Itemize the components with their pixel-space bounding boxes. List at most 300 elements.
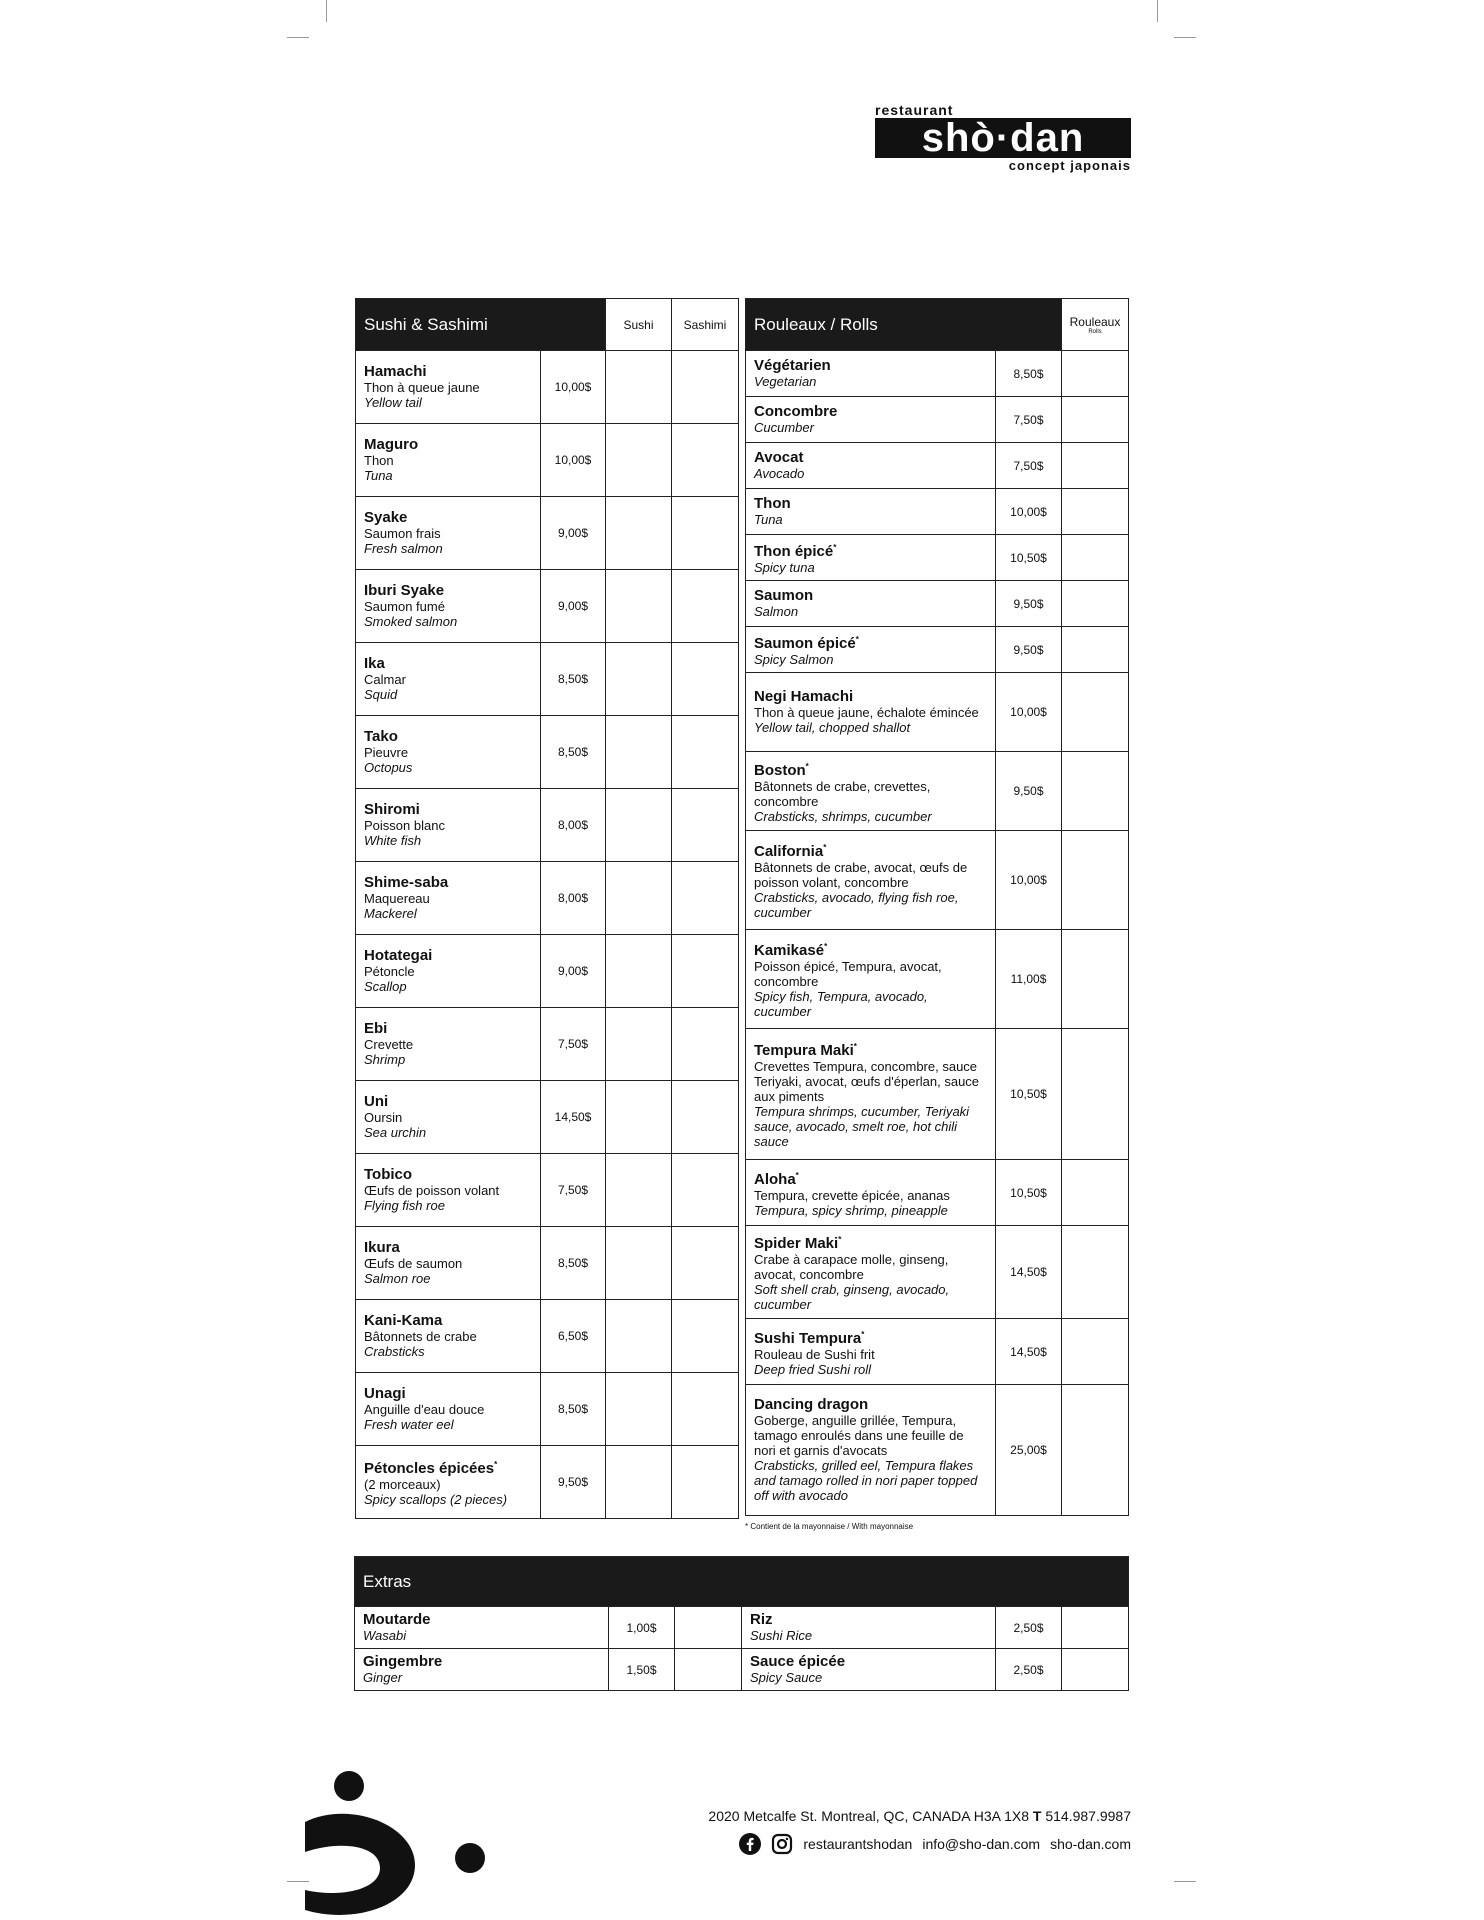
extra-english: Wasabi xyxy=(363,1628,407,1643)
table-row xyxy=(356,789,739,862)
item-name xyxy=(364,1240,532,1256)
item-name-text: Thon épicé xyxy=(754,543,834,560)
shodan-brand-mark xyxy=(305,1770,495,1920)
item-english: Flying fish roe xyxy=(364,1198,445,1213)
item-french: Bâtonnets de crabe xyxy=(364,1329,477,1344)
table-row xyxy=(356,935,739,1008)
menu-item-cell xyxy=(356,1300,541,1373)
extras-table xyxy=(354,1556,1129,1691)
item-french: Œufs de poisson volant xyxy=(364,1183,500,1198)
sushi-order-box[interactable] xyxy=(606,643,672,716)
sashimi-order-box[interactable] xyxy=(672,643,739,716)
table-row xyxy=(356,497,739,570)
menu-item-cell xyxy=(746,581,996,627)
crop-mark xyxy=(1157,0,1158,22)
item-name-text: Pétoncles épicées xyxy=(364,1460,495,1477)
item-name xyxy=(364,1386,532,1402)
sashimi-column-header: Sashimi xyxy=(672,299,739,351)
item-price: 8,50$ xyxy=(541,1373,606,1446)
footer-address: 2020 Metcalfe St. Montreal, QC, CANADA H3A 1X8 xyxy=(708,1808,1030,1824)
item-name-text: Avocat xyxy=(754,449,804,466)
item-name-text: Shiromi xyxy=(364,801,420,818)
item-price: 10,00$ xyxy=(996,489,1062,535)
item-name xyxy=(364,583,532,599)
extra-price: 2,50$ xyxy=(996,1649,1062,1691)
menu-item-cell xyxy=(356,643,541,716)
roll-order-box[interactable] xyxy=(1062,489,1129,535)
table-row xyxy=(356,1446,739,1519)
item-english: Tempura shrimps, cucumber, Teriyaki sauce, avocado, smelt roe, hot chili sauce xyxy=(754,1104,970,1149)
sashimi-order-box[interactable] xyxy=(672,716,739,789)
item-name-text: Unagi xyxy=(364,1385,406,1402)
roll-order-box[interactable] xyxy=(1062,1160,1129,1226)
instagram-icon[interactable] xyxy=(771,1833,793,1855)
item-name xyxy=(364,948,532,964)
item-price: 10,50$ xyxy=(996,1160,1062,1226)
menu-item-cell xyxy=(746,1226,996,1319)
sushi-order-box[interactable] xyxy=(606,1373,672,1446)
item-name-text: Hotategai xyxy=(364,947,433,964)
item-name xyxy=(754,840,987,860)
item-english: Scallop xyxy=(364,979,407,994)
menu-item-cell xyxy=(746,1029,996,1160)
item-english: Yellow tail xyxy=(364,395,422,410)
sashimi-order-box[interactable] xyxy=(672,1227,739,1300)
item-name-text: Kani-Kama xyxy=(364,1312,443,1329)
menu-item-cell xyxy=(746,930,996,1029)
sashimi-order-box[interactable] xyxy=(672,1373,739,1446)
extra-price: 2,50$ xyxy=(996,1607,1062,1649)
extra-english: Spicy Sauce xyxy=(750,1670,823,1685)
item-name-text: Uni xyxy=(364,1093,389,1110)
sushi-sashimi-table xyxy=(355,298,739,1519)
sushi-order-box[interactable] xyxy=(606,789,672,862)
roll-order-box[interactable] xyxy=(1062,397,1129,443)
roll-order-box[interactable] xyxy=(1062,1319,1129,1385)
extra-item-cell xyxy=(355,1607,609,1649)
sushi-order-box[interactable] xyxy=(606,424,672,497)
item-price: 10,00$ xyxy=(996,831,1062,930)
sushi-order-box[interactable] xyxy=(606,570,672,643)
item-price: 8,00$ xyxy=(541,862,606,935)
roll-order-box[interactable] xyxy=(1062,1226,1129,1319)
item-name-text: Iburi Syake xyxy=(364,582,445,599)
item-name xyxy=(364,1313,532,1329)
sushi-order-box[interactable] xyxy=(606,1300,672,1373)
item-name xyxy=(754,1039,987,1059)
crop-mark xyxy=(287,37,309,38)
table-row xyxy=(356,424,739,497)
item-name-text: Tempura Maki xyxy=(754,1042,854,1059)
menu-item-cell xyxy=(356,1446,541,1519)
menu-item-cell xyxy=(356,1081,541,1154)
item-french: Saumon fumé xyxy=(364,599,445,614)
sushi-order-box[interactable] xyxy=(606,1227,672,1300)
item-english: Deep fried Sushi roll xyxy=(754,1361,872,1377)
logo-bottom-text: concept japonais xyxy=(1008,158,1131,173)
table-row xyxy=(355,1607,1129,1649)
item-french: Pieuvre xyxy=(364,745,409,760)
item-name xyxy=(754,632,987,652)
rolls-items xyxy=(746,351,1129,1516)
item-french: Crabe à carapace molle, ginseng, avocat, concombre xyxy=(754,1252,949,1282)
item-name xyxy=(364,656,532,672)
item-name xyxy=(364,875,532,891)
item-name xyxy=(364,1457,532,1477)
sushi-order-box[interactable] xyxy=(606,935,672,1008)
item-french: Thon à queue jaune xyxy=(364,380,480,395)
item-price: 9,50$ xyxy=(996,581,1062,627)
table-row xyxy=(356,351,739,424)
item-name-text: Thon xyxy=(754,495,791,512)
item-price: 10,00$ xyxy=(996,673,1062,752)
menu-item-cell xyxy=(746,1160,996,1226)
item-french: Poisson blanc xyxy=(364,818,445,833)
table-row xyxy=(356,570,739,643)
table-row xyxy=(746,1319,1129,1385)
menu-item-cell xyxy=(746,489,996,535)
rolls-column-label: Rouleaux xyxy=(1069,314,1121,329)
roll-order-box[interactable] xyxy=(1062,351,1129,397)
extra-order-box[interactable] xyxy=(1062,1649,1129,1691)
item-french: (2 morceaux) xyxy=(364,1477,441,1492)
menu-item-cell xyxy=(356,716,541,789)
item-french: Goberge, anguille grillée, Tempura, tamago enroulés dans une feuille de nori et garnis d'avocats xyxy=(754,1413,964,1458)
restaurant-logo xyxy=(875,102,1131,174)
item-price: 8,50$ xyxy=(541,1227,606,1300)
table-row xyxy=(356,1081,739,1154)
item-name xyxy=(754,1327,987,1347)
item-price: 9,00$ xyxy=(541,497,606,570)
item-french: Crevettes Tempura, concombre, sauce Teriyaki, avocat, œufs d'éperlan, sauce aux piments xyxy=(754,1059,980,1104)
table-row xyxy=(746,930,1129,1029)
item-price: 14,50$ xyxy=(996,1319,1062,1385)
footer-phone-label: T xyxy=(1032,1808,1042,1824)
table-row xyxy=(356,643,739,716)
table-row xyxy=(746,581,1129,627)
footer-phone: 514.987.9987 xyxy=(1045,1808,1131,1824)
table-row xyxy=(746,397,1129,443)
menu-item-cell xyxy=(356,789,541,862)
menu-item-cell xyxy=(746,627,996,673)
item-name xyxy=(754,450,987,466)
item-english: Spicy fish, Tempura, avocado, cucumber xyxy=(754,989,928,1019)
sushi-order-box[interactable] xyxy=(606,351,672,424)
menu-item-cell xyxy=(356,1154,541,1227)
item-french: Tempura, crevette épicée, ananas xyxy=(754,1187,950,1203)
menu-item-cell xyxy=(356,862,541,935)
footer-handle[interactable]: restaurantshodan xyxy=(803,1836,913,1852)
mayonnaise-star: * xyxy=(861,1329,865,1339)
footer-email[interactable]: info@sho-dan.com xyxy=(922,1836,1041,1852)
footer-links xyxy=(739,1833,1131,1855)
item-name xyxy=(754,404,987,420)
item-name xyxy=(364,729,532,745)
sashimi-order-box[interactable] xyxy=(672,497,739,570)
sashimi-order-box[interactable] xyxy=(672,789,739,862)
item-french: Oursin xyxy=(364,1110,403,1125)
table-row xyxy=(746,1029,1129,1160)
item-name-text: Negi Hamachi xyxy=(754,688,854,705)
roll-order-box[interactable] xyxy=(1062,443,1129,489)
table-row xyxy=(746,1385,1129,1516)
item-price: 8,50$ xyxy=(541,643,606,716)
roll-order-box[interactable] xyxy=(1062,1385,1129,1516)
extra-name: Gingembre xyxy=(363,1653,443,1670)
item-price: 9,50$ xyxy=(541,1446,606,1519)
mayonnaise-note: * Contient de la mayonnaise / With mayonnaise xyxy=(745,1522,914,1531)
table-row xyxy=(746,535,1129,581)
item-english: Tempura, spicy shrimp, pineapple xyxy=(754,1202,948,1218)
item-price: 9,50$ xyxy=(996,627,1062,673)
item-name xyxy=(364,364,532,380)
item-english: Squid xyxy=(364,687,398,702)
crop-mark xyxy=(1174,37,1196,38)
sushi-order-box[interactable] xyxy=(606,1081,672,1154)
table-row xyxy=(746,489,1129,535)
item-name xyxy=(364,1094,532,1110)
roll-order-box[interactable] xyxy=(1062,627,1129,673)
menu-item-cell xyxy=(746,1319,996,1385)
sushi-order-box[interactable] xyxy=(606,1008,672,1081)
item-name-text: Spider Maki xyxy=(754,1235,839,1252)
extra-price: 1,00$ xyxy=(609,1607,675,1649)
item-price: 7,50$ xyxy=(996,443,1062,489)
item-english: Cucumber xyxy=(754,420,814,435)
menu-item-cell xyxy=(746,535,996,581)
table-row xyxy=(746,1226,1129,1319)
sashimi-order-box[interactable] xyxy=(672,1300,739,1373)
roll-order-box[interactable] xyxy=(1062,930,1129,1029)
mayonnaise-star: * xyxy=(838,1235,842,1244)
sushi-order-box[interactable] xyxy=(606,1154,672,1227)
extra-english: Sushi Rice xyxy=(750,1628,813,1643)
item-name-text: Kamikasé xyxy=(754,942,825,959)
menu-item-cell xyxy=(746,443,996,489)
menu-item-cell xyxy=(356,424,541,497)
item-english: Fresh salmon xyxy=(364,541,443,556)
item-name-text: Végétarien xyxy=(754,357,831,374)
sashimi-order-box[interactable] xyxy=(672,1446,739,1519)
sashimi-order-box[interactable] xyxy=(672,424,739,497)
item-name xyxy=(754,939,987,959)
rolls-column-header xyxy=(1062,299,1129,351)
menu-item-cell xyxy=(356,1227,541,1300)
item-price: 10,00$ xyxy=(541,351,606,424)
extra-name: Moutarde xyxy=(363,1611,431,1628)
menu-item-cell xyxy=(746,831,996,930)
item-name-text: Dancing dragon xyxy=(754,1396,869,1413)
crop-mark xyxy=(1174,1881,1196,1882)
item-english: Spicy scallops (2 pieces) xyxy=(364,1492,508,1507)
item-english: Yellow tail, chopped shallot xyxy=(754,720,911,735)
item-price: 9,50$ xyxy=(996,752,1062,831)
item-english: Crabsticks, avocado, flying fish roe, cucumber xyxy=(754,890,959,920)
item-name xyxy=(364,437,532,453)
extra-price: 1,50$ xyxy=(609,1649,675,1691)
item-name-text: Saumon épicé xyxy=(754,635,856,652)
sashimi-order-box[interactable] xyxy=(672,1154,739,1227)
item-english: Vegetarian xyxy=(754,374,817,389)
item-name xyxy=(754,1232,987,1252)
item-english: Salmon roe xyxy=(364,1271,431,1286)
item-name xyxy=(754,1397,987,1413)
item-price: 6,50$ xyxy=(541,1300,606,1373)
sushi-order-box[interactable] xyxy=(606,497,672,570)
item-english: Smoked salmon xyxy=(364,614,458,629)
item-price: 8,50$ xyxy=(541,716,606,789)
item-name xyxy=(754,689,987,705)
item-price: 10,50$ xyxy=(996,1029,1062,1160)
sushi-order-box[interactable] xyxy=(606,1446,672,1519)
table-row xyxy=(746,443,1129,489)
sushi-order-box[interactable] xyxy=(606,716,672,789)
extra-order-box[interactable] xyxy=(1062,1607,1129,1649)
mayonnaise-star: * xyxy=(853,1042,857,1051)
item-price: 7,50$ xyxy=(541,1154,606,1227)
table-row xyxy=(356,1154,739,1227)
menu-item-cell xyxy=(356,1373,541,1446)
item-price: 9,00$ xyxy=(541,570,606,643)
item-english: Crabsticks, shrimps, cucumber xyxy=(754,808,932,824)
extra-order-box[interactable] xyxy=(675,1649,742,1691)
item-name-text: Tobico xyxy=(364,1166,413,1183)
menu-item-cell xyxy=(356,351,541,424)
table-row xyxy=(356,1227,739,1300)
item-name-text: Sushi Tempura xyxy=(754,1329,862,1347)
item-name-text: Aloha xyxy=(754,1170,796,1188)
extra-name: Sauce épicée xyxy=(750,1653,846,1670)
item-english: Shrimp xyxy=(364,1052,406,1067)
item-name-text: California xyxy=(754,843,824,860)
extra-item-cell xyxy=(355,1649,609,1691)
menu-item-cell xyxy=(746,1385,996,1516)
item-french: Calmar xyxy=(364,672,406,687)
item-name xyxy=(364,510,532,526)
menu-item-cell xyxy=(356,935,541,1008)
logo-top-text: restaurant xyxy=(875,102,954,118)
mayonnaise-star: * xyxy=(824,942,828,951)
item-french: Maquereau xyxy=(364,891,430,906)
item-name-text: Ikura xyxy=(364,1239,400,1256)
item-name-text: Ebi xyxy=(364,1020,388,1037)
footer-address-line xyxy=(708,1808,1131,1824)
item-name-text: Ika xyxy=(364,655,385,672)
footer-website[interactable]: sho-dan.com xyxy=(1050,1836,1131,1852)
extra-item-cell xyxy=(742,1649,996,1691)
item-english: Crabsticks, grilled eel, Tempura flakes and tamago rolled in nori paper topped off with avocado xyxy=(754,1458,978,1503)
roll-order-box[interactable] xyxy=(1062,673,1129,752)
table-row xyxy=(355,1649,1129,1691)
item-french: Bâtonnets de crabe, avocat, œufs de poisson volant, concombre xyxy=(754,860,968,890)
item-english: Soft shell crab, ginseng, avocado, cucumber xyxy=(754,1282,950,1312)
mayonnaise-star: * xyxy=(833,543,837,552)
mayonnaise-star: * xyxy=(823,843,827,852)
extra-item-cell xyxy=(742,1607,996,1649)
item-english: Tuna xyxy=(754,512,783,527)
sashimi-order-box[interactable] xyxy=(672,1008,739,1081)
sushi-column-header: Sushi xyxy=(606,299,672,351)
item-french: Rouleau de Sushi frit xyxy=(754,1346,875,1362)
mayonnaise-star: * xyxy=(805,761,809,771)
rolls-section-title: Rouleaux / Rolls xyxy=(746,299,1062,351)
menu-item-cell xyxy=(746,673,996,752)
roll-order-box[interactable] xyxy=(1062,831,1129,930)
item-name xyxy=(754,588,987,604)
item-french: Crevette xyxy=(364,1037,414,1052)
item-english: Fresh water eel xyxy=(364,1417,454,1432)
table-row xyxy=(356,716,739,789)
mayonnaise-star: * xyxy=(494,1460,498,1469)
item-english: Crabsticks xyxy=(364,1344,425,1359)
item-price: 14,50$ xyxy=(996,1226,1062,1319)
sashimi-order-box[interactable] xyxy=(672,935,739,1008)
menu-item-cell xyxy=(356,1008,541,1081)
item-price: 14,50$ xyxy=(541,1081,606,1154)
table-row xyxy=(746,831,1129,930)
sashimi-order-box[interactable] xyxy=(672,351,739,424)
rolls-table xyxy=(745,298,1129,1516)
roll-order-box[interactable] xyxy=(1062,581,1129,627)
item-price: 8,50$ xyxy=(996,351,1062,397)
item-english: Mackerel xyxy=(364,906,417,921)
item-price: 8,00$ xyxy=(541,789,606,862)
roll-order-box[interactable] xyxy=(1062,535,1129,581)
item-french: Poisson épicé, Tempura, avocat, concombre xyxy=(754,959,942,989)
table-row xyxy=(356,1373,739,1446)
item-english: Octopus xyxy=(364,760,413,775)
table-row xyxy=(746,627,1129,673)
mayonnaise-star: * xyxy=(855,635,859,644)
sashimi-order-box[interactable] xyxy=(672,862,739,935)
item-french: Œufs de saumon xyxy=(364,1256,463,1271)
item-english: Sea urchin xyxy=(364,1125,427,1140)
item-name xyxy=(754,1168,987,1188)
sashimi-order-box[interactable] xyxy=(672,1081,739,1154)
item-name-text: Syake xyxy=(364,509,408,526)
item-english: Spicy tuna xyxy=(754,560,815,575)
sashimi-order-box[interactable] xyxy=(672,570,739,643)
roll-order-box[interactable] xyxy=(1062,752,1129,831)
facebook-icon[interactable] xyxy=(739,1833,761,1855)
extra-name: Riz xyxy=(750,1611,773,1628)
item-french: Pétoncle xyxy=(364,964,415,979)
item-french: Thon à queue jaune, échalote émincée xyxy=(754,705,979,720)
rolls-column-sublabel: Rolls xyxy=(1088,328,1102,335)
item-french: Saumon frais xyxy=(364,526,441,541)
item-name-text: Shime-saba xyxy=(364,874,449,891)
item-price: 9,00$ xyxy=(541,935,606,1008)
item-price: 10,00$ xyxy=(541,424,606,497)
extra-english: Ginger xyxy=(363,1670,403,1685)
menu-item-cell xyxy=(356,497,541,570)
item-name xyxy=(364,802,532,818)
item-english: White fish xyxy=(364,833,422,848)
menu-item-cell xyxy=(746,397,996,443)
item-price: 25,00$ xyxy=(996,1385,1062,1516)
extra-order-box[interactable] xyxy=(675,1607,742,1649)
sushi-section-title: Sushi & Sashimi xyxy=(356,299,606,351)
table-row xyxy=(746,752,1129,831)
crop-mark xyxy=(326,0,327,22)
item-french: Thon xyxy=(364,453,394,468)
item-name-text: Concombre xyxy=(754,403,838,420)
item-english: Salmon xyxy=(754,604,799,619)
item-price: 7,50$ xyxy=(541,1008,606,1081)
sushi-order-box[interactable] xyxy=(606,862,672,935)
roll-order-box[interactable] xyxy=(1062,1029,1129,1160)
item-name-text: Saumon xyxy=(754,587,814,604)
